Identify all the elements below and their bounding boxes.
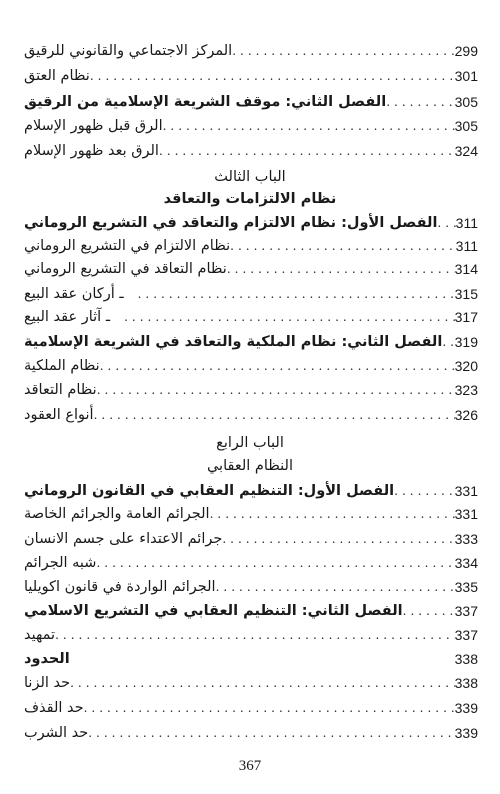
toc-entry-title: الفصل الثاني: التنظيم العقابي في التشريع الاسلامي: [24, 603, 403, 619]
dot-leader: [94, 408, 455, 422]
toc-entry-title: ـ آثار عقد البيع: [24, 309, 111, 325]
toc-entry: [20, 528, 478, 550]
dot-leader: [159, 144, 455, 158]
toc-entry-page: 320: [454, 358, 478, 374]
dot-leader: [232, 44, 454, 58]
toc-entry-title: الرق بعد ظهور الإسلام: [24, 143, 159, 159]
toc-entry-page: 317: [454, 309, 478, 325]
toc-entry-title: الفصل الثاني: نظام الملكية والتعاقد في الشريعة الإسلامية: [24, 334, 443, 350]
toc-entry-page: 324: [454, 143, 478, 159]
toc-entry: [20, 648, 478, 670]
toc-entry: [20, 212, 478, 234]
toc-entry-page: 334: [454, 555, 478, 571]
toc-entry-page: 331: [454, 506, 478, 522]
toc-entry-title: الحدود: [24, 651, 70, 667]
dot-leader: [84, 701, 455, 715]
toc-entry-page: 315: [454, 286, 478, 302]
toc-entry-title: نظام الالتزام في التشريع الروماني: [24, 238, 231, 254]
toc-entry: [20, 283, 478, 305]
dot-leader: [55, 628, 455, 642]
dot-leader: [124, 310, 455, 324]
toc-entry-page: 333: [454, 531, 478, 547]
toc-entry-page: 337: [454, 603, 478, 619]
toc-entry-title: شبه الجرائم: [24, 555, 97, 571]
toc-entry: [20, 91, 478, 113]
toc-entry: [20, 355, 478, 377]
toc-entry: [20, 672, 478, 694]
toc-entry-page: 319: [454, 334, 478, 350]
toc-entry-page: 314: [454, 261, 478, 277]
toc-entry-page: 305: [454, 118, 478, 134]
toc-entry-page: 323: [454, 382, 478, 398]
toc-entry: [20, 331, 478, 353]
toc-entry: [20, 404, 478, 426]
section-heading: النظام العقابي: [206, 458, 294, 474]
toc-entry-title: نظام التعاقد: [24, 382, 97, 398]
dot-leader: [442, 335, 454, 349]
toc-entry-title: الجرائم العامة والجرائم الخاصة: [24, 506, 210, 522]
section-heading: نظام الالتزامات والتعاقد: [163, 191, 337, 207]
dot-leader: [163, 119, 455, 133]
dot-leader: [386, 95, 454, 109]
toc-entry: [20, 697, 478, 719]
toc-entry-title: الفصل الثاني: موقف الشريعة الإسلامية من الرقيق: [24, 94, 387, 110]
dot-leader: [210, 507, 455, 521]
toc-entry-page: 338: [454, 651, 478, 667]
toc-entry-page: 339: [454, 725, 478, 741]
toc-entry-title: حد الزنا: [24, 675, 71, 691]
toc-entry-page: 335: [454, 579, 478, 595]
toc-entry: [20, 115, 478, 137]
dot-leader: [227, 262, 455, 276]
dot-leader: [70, 676, 455, 690]
toc-entry: [20, 503, 478, 525]
dot-leader: [88, 726, 454, 740]
toc-entry-title: حد القذف: [24, 700, 84, 716]
toc-entry: [20, 65, 478, 87]
toc-entry: [20, 552, 478, 574]
dot-leader: [230, 239, 456, 253]
toc-entry: [20, 140, 478, 162]
toc-entry: [20, 576, 478, 598]
toc-entry-page: 299: [454, 43, 478, 59]
toc-entry: [20, 624, 478, 646]
toc-entry: [20, 40, 478, 62]
toc-entry-page: 337: [454, 627, 478, 643]
toc-entry-title: تمهيد: [24, 627, 56, 643]
toc-entry-title: الفصل الأول: نظام الالتزام والتعاقد في التشريع الروماني: [24, 215, 438, 231]
toc-entry-title: الجرائم الواردة في قانون اكويليا: [24, 579, 216, 595]
dot-leader: [100, 359, 455, 373]
dot-leader: [222, 532, 454, 546]
toc-entry-title: أنواع العقود: [24, 407, 94, 423]
toc-entry-page: 331: [454, 483, 478, 499]
toc-entry-title: نظام الملكية: [24, 358, 100, 374]
toc-entry-title: حد الشرب: [24, 725, 89, 741]
section-heading: الباب الرابع: [216, 435, 284, 451]
toc-entry-title: جرائم الاعتداء على جسم الانسان: [24, 531, 223, 547]
toc-entry-title: نظام العتق: [24, 68, 90, 84]
toc-entry-page: 339: [454, 700, 478, 716]
toc-entry-page: 301: [454, 68, 478, 84]
toc-entry: [20, 600, 478, 622]
toc-entry-title: ـ أركان عقد البيع: [24, 286, 124, 302]
section-heading: الباب الثالث: [214, 169, 286, 185]
toc-entry-title: نظام التعاقد في التشريع الروماني: [24, 261, 227, 277]
toc-entry-title: الرق قبل ظهور الإسلام: [24, 118, 163, 134]
toc-entry: [20, 306, 478, 328]
page-number: 367: [238, 758, 262, 774]
toc-entry-page: 326: [454, 407, 478, 423]
dot-leader: [437, 216, 455, 230]
toc-entry: [20, 480, 478, 502]
dot-leader: [403, 604, 455, 618]
toc-entry-page: 311: [455, 238, 478, 254]
toc-entry-page: 311: [455, 215, 478, 231]
toc-entry: [20, 722, 478, 744]
toc-entry: [20, 258, 478, 280]
dot-leader: [96, 556, 454, 570]
toc-entry-page: 338: [454, 675, 478, 691]
dot-leader: [97, 383, 455, 397]
dot-leader: [90, 69, 455, 83]
dot-leader: [138, 287, 455, 301]
toc-entry-page: 305: [454, 94, 478, 110]
toc-entry: [20, 235, 478, 257]
dot-leader: [394, 484, 454, 498]
toc-entry-title: الفصل الأول: التنظيم العقابي في القانون الروماني: [24, 483, 395, 499]
toc-entry-title: المركز الاجتماعي والقانوني للرقيق: [24, 43, 233, 59]
dot-leader: [216, 580, 455, 594]
toc-entry: [20, 379, 478, 401]
